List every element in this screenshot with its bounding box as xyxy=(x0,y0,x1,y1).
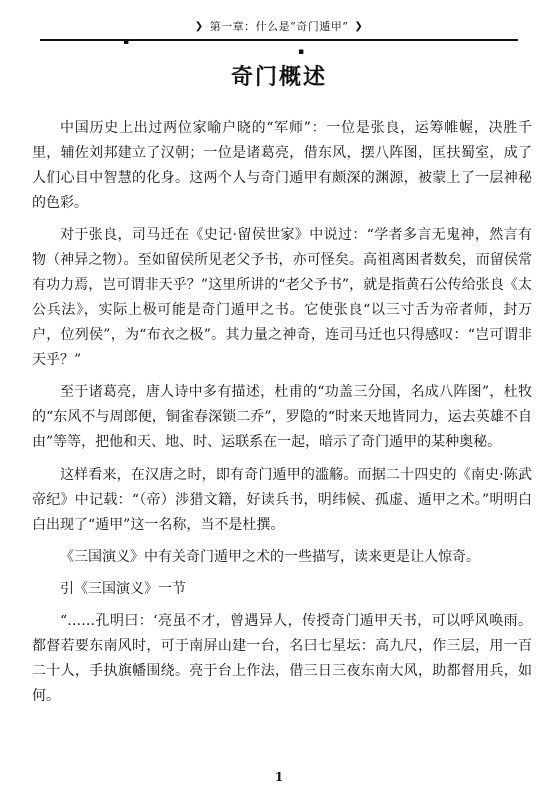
paragraph: “……孔明曰：‘亮虽不才，曾遇异人，传授奇门遁甲天书，可以呼风唤雨。都督若要东南风时，可于南屏山建一台，名曰七星坛：高九尺，作三层，用一百二十人，手执旗幡围绕。亮于台上作法，借三日三夜东南大风，助都督用兵，如何。 xyxy=(32,613,532,704)
paragraph: 中国历史上出过两位家喻户晓的“军师”：一位是张良，运筹帷幄，决胜千里，辅佐刘邦建立了汉朝；一位是诸葛亮，借东风，摆八阵图，匡扶蜀室，成了人们心目中智慧的化身。这两个人与奇门遁甲有颇深的渊源，被蒙上了一层神秘的色彩。 xyxy=(32,120,532,211)
header-ornament-right: ❯ xyxy=(354,20,364,32)
paragraph: 至于诸葛亮，唐人诗中多有描述，杜甫的“功盖三分国，名成八阵图”，杜牧的“东风不与周郎便，铜雀春深锁二乔”，罗隐的“时来天地皆同力，运去英雄不自由”等等，把他和天、地、时、运联系在一起，暗示了奇门遁甲的某种奥秘。 xyxy=(32,384,532,450)
running-header xyxy=(0,18,558,34)
page-number: 1 xyxy=(274,770,284,784)
header-rule xyxy=(40,39,518,41)
paragraph: 对于张良，司马迁在《史记·留侯世家》中说过：“学者多言无鬼神，然言有物（神异之物）。至如留侯所见老父予书，亦可怪矣。高祖离困者数矣，而留侯常有功力焉，岂可谓非天乎？”这里所讲的“老父予书”，就是指黄石公传给张良《太公兵法》，实际上极可能是奇门遁甲之书。它使张良“以三寸舌为帝者师，封万户，位列侯”，为“布衣之极”。其力量之神奇，连司马迁也只得感叹：“岂可谓非天乎？” xyxy=(32,227,532,368)
print-speck: ▪ xyxy=(298,47,305,57)
header-ornament-left: ❯ xyxy=(194,20,204,32)
paragraph: 《三国演义》中有关奇门遁甲之术的一些描写，读来更是让人惊奇。 xyxy=(60,549,480,565)
body-text xyxy=(32,116,532,716)
paragraph: 这样看来，在汉唐之时，即有奇门遁甲的滥觞。而据二十四史的《南史·陈武帝纪》中记载：“（帝）涉猎文籍，好读兵书，明纬候、孤虚、遁甲之术。”明明白白出现了“遁甲”这一名称，当不是杜撰。 xyxy=(32,467,532,533)
print-speck: ▪ xyxy=(123,37,130,47)
section-title: 奇门概述 xyxy=(230,64,327,90)
paragraph: 引《三国演义》一节 xyxy=(60,581,186,597)
running-header-text: 第一章：什么是“奇门遁甲” xyxy=(209,20,349,33)
